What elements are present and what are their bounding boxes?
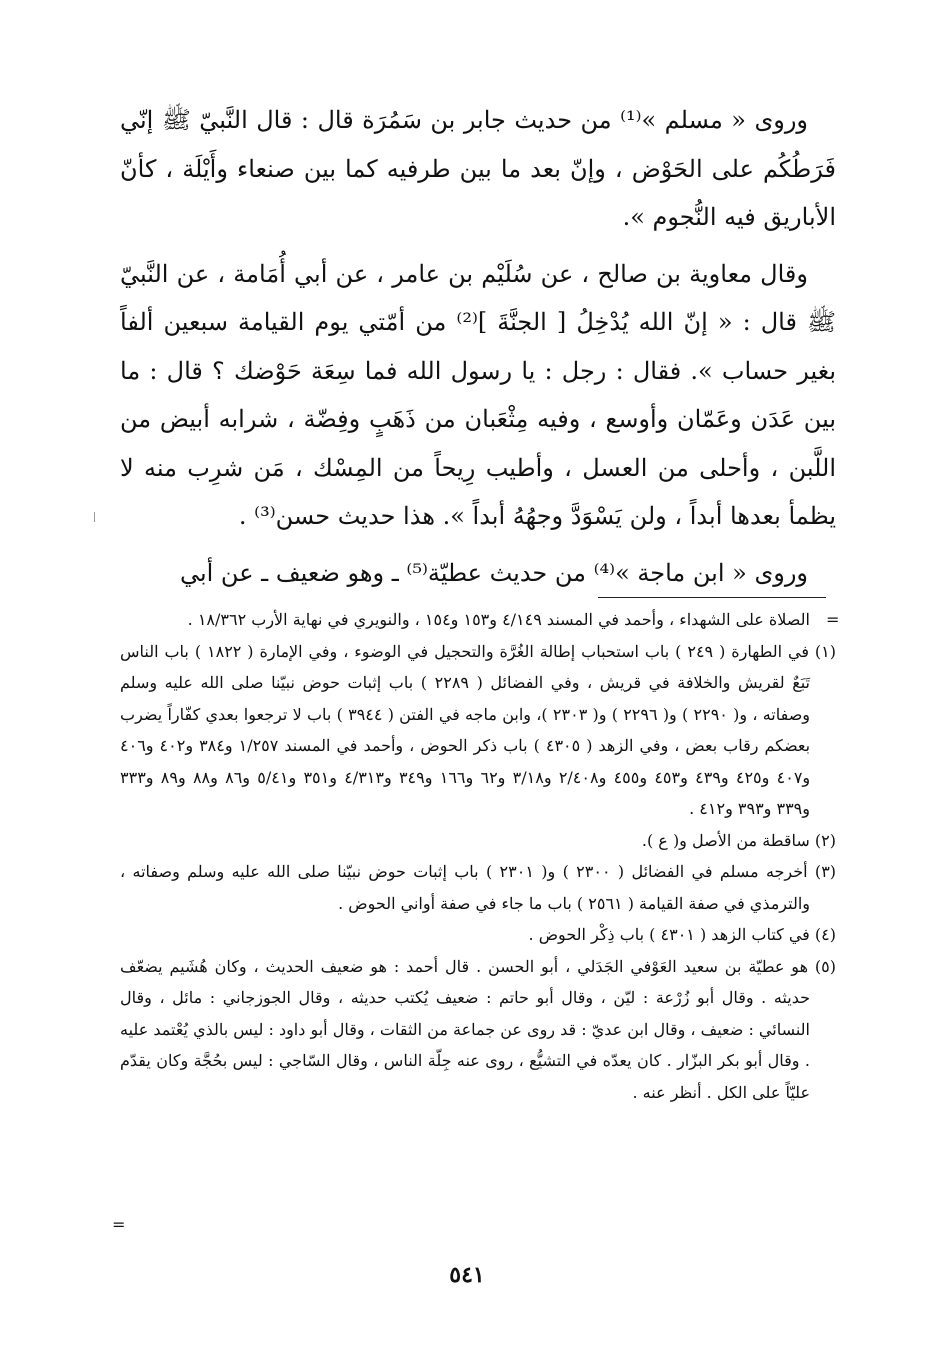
- footnote-1: (١) في الطهارة ( ٢٤٩ ) باب استحباب إطالة الغُرَّة والتحجيل في الوضوء ، وفي الإمارة ( ١٨٢٢ ) باب الناس تَبَعٌ لقريش والخلافة في قريش ، وفي الفضائل ( ٢٢٨٩ ) باب إثبات حوض نبيّنا صلى الله عليه وسلم وصفاته ، و( ٢٢٩٠ ) و( ٢٢٩٦ ) و( ٢٣٠٣ )، وابن ماجه في الفتن ( ٣٩٤٤ ) باب لا ترجعوا بعدي كفّاراً يضرب بعضكم رقاب بعض ، وفي الزهد ( ٤٣٠٥ ) باب ذكر الحوض ، وأحمد في المسند ١/٢٥٧ و٣٨٤ و٤٠٢ و٤٠٦ و٤٠٧ و٤٢٥ و٤٣٩ و٤٥٣ و٤٥٥ و٢/٤٠٨ و٣/١٨ و٦٢ و١٦٦ و٣٤٩ و٤/٣١٣ و٣٥١ و٥/٤١ و٨٦ و٨٨ و٨٩ و٣٣٣ و٣٣٩ و٣٩٣ و٤١٢ .: [120, 641, 836, 818]
- footnote-4: (٤) في كتاب الزهد ( ٤٣٠١ ) باب ذِكْر الحوض .: [528, 925, 836, 944]
- footnote-separator: [598, 597, 826, 598]
- paragraph-1: وروى « مسلم »⁽¹⁾ من حديث جابر بن سَمُرَة قال : قال النَّبيّ ﷺ إنّي فَرَطُكُم على الحَوْض ، وإنّ بعد ما بين طرفيه كما بين صنعاء وأَيْلَة ، كأنّ الأباريق فيه النُّجوم ».: [120, 106, 836, 231]
- footnote-continuation-mark: =: [826, 610, 840, 629]
- footnotes: [120, 604, 836, 1108]
- margin-tick: [94, 512, 95, 522]
- paragraph-3: وروى « ابن ماجة »⁽⁴⁾ من حديث عطيّة⁽⁵⁾ ـ وهو ضعيف ـ عن أبي: [179, 558, 808, 587]
- paragraph-2: وقال معاوية بن صالح ، عن سُلَيْم بن عامر ، عن أبي أُمَامة ، عن النَّبيّ ﷺ قال : « إنّ الله يُدْخِلُ [ الجنَّةَ ]⁽²⁾ من أمّتي يوم القيامة سبعين ألفاً بغير حساب ». فقال : رجل : يا رسول الله فما سِعَة حَوْضك ؟ قال : ما بين عَدَن وعَمّان وأوسع ، وفيه مِثْعَبان من ذَهَبٍ وفِضّة ، شرابه أبيض من اللَّبن ، وأحلى من العسل ، وأطيب رِيحاً من المِسْك ، مَن شرِب منه لا يظمأ بعدها أبداً ، ولن يَسْوَدَّ وجهُهُ أبداً ». هذا حديث حسن⁽³⁾ .: [120, 259, 836, 530]
- footnote-2: (٢) ساقطة من الأصل و( ع ).: [641, 830, 836, 850]
- page-number: ٥٤١: [449, 1262, 485, 1288]
- main-text: [120, 96, 836, 605]
- footnote-3: (٣) أخرجه مسلم في الفضائل ( ٢٣٠٠ ) و( ٢٣٠١ ) باب إثبات حوض نبيّنا صلى الله عليه وسلم وصفاته ، والترمذي في صفة القيامة ( ٢٥٦١ ) باب ما جاء في صفة أواني الحوض .: [120, 862, 837, 913]
- footnote-5: (٥) هو عطيّة بن سعيد العَوْفي الجَدَلي ، أبو الحسن . قال أحمد : هو ضعيف الحديث ، وكان هُشَيم يضعّف حديثه . وقال أبو زُرْعة : ليّن ، وقال أبو حاتم : ضعيف يُكتب حديثه ، وقال الجوزجاني : مائل ، وقال النسائي : ضعيف ، وقال ابن عديّ : قد روى عن جماعة من الثقات ، وقال أبو داود : ليس بالذي يُعْتمد عليه . وقال أبو بكر البزّار . كان يعدّه في التشيُّع ، روى عنه جِلّة الناس ، وقال السّاجي : ليس بحُجَّة وكان يقدّم عليّاً على الكل . أنظر عنه .: [120, 956, 836, 1102]
- footnote-trailing-mark: =: [112, 1215, 126, 1234]
- footnote-continuation: الصلاة على الشهداء ، وأحمد في المسند ٤/١٤٩ و١٥٣ و١٥٤ ، والنويري في نهاية الأرب ١٨/٣٦٢ .: [187, 610, 810, 629]
